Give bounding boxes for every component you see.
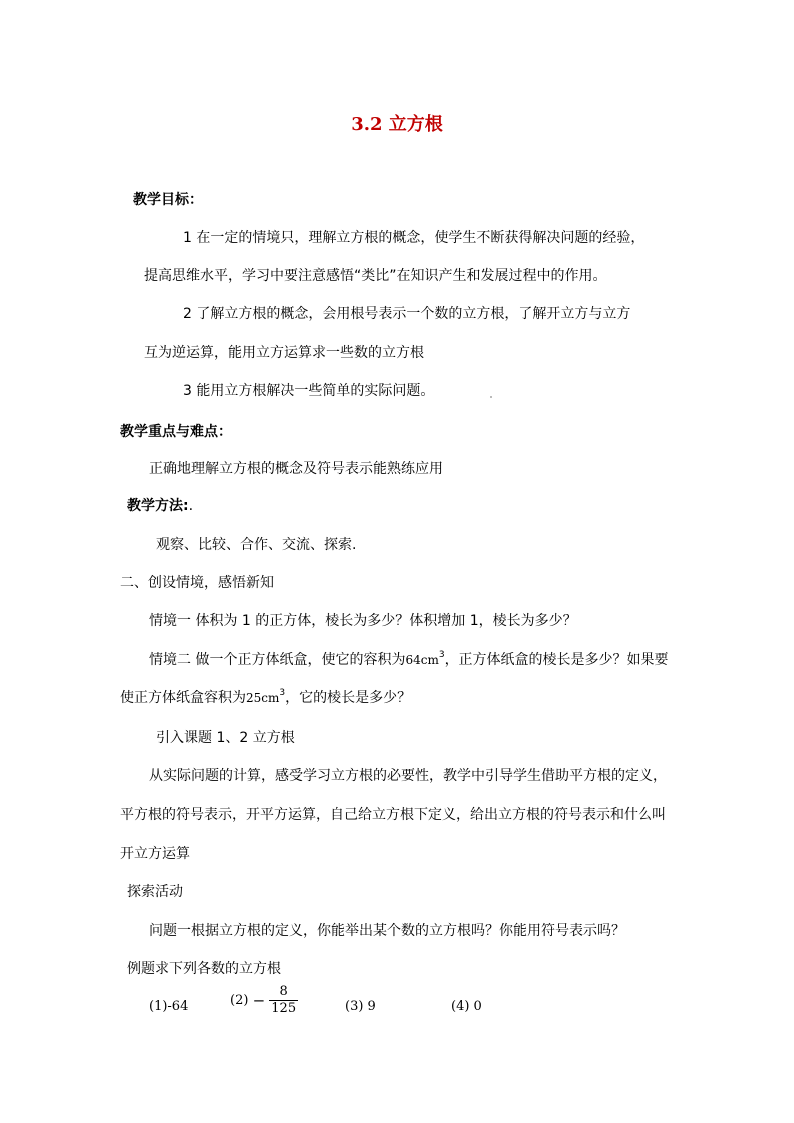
key-points-heading: 教学重点与难点：	[120, 424, 232, 440]
paragraph-1-line-2: 平方根的符号表示，开平方运算，自己给立方根下定义，给出立方根的符号表示和什么叫	[120, 807, 666, 823]
goal-3: 3 能用立方根解决一些简单的实际问题。	[183, 383, 435, 399]
goals-heading: 教学目标：	[133, 192, 203, 208]
scenario-2-line-1	[149, 651, 669, 669]
scenario-2-unit-64: 64cm	[405, 653, 439, 667]
intro-topic: 引入课题 1、2 立方根	[156, 730, 295, 746]
method-heading-line	[127, 497, 193, 515]
question-1: 问题一根据立方根的定义，你能举出某个数的立方根吗？你能用符号表示吗？	[149, 923, 625, 939]
method-heading: 教学方法:	[127, 498, 189, 514]
example-2-minus-sign: −	[252, 991, 266, 1010]
scenario-2-unit-25: 25cm	[246, 691, 280, 705]
paragraph-1-line-1: 从实际问题的计算，感受学习立方根的必要性，教学中引导学生借助平方根的定义，	[149, 768, 667, 784]
scan-speck	[490, 396, 492, 398]
scenario-2-text-a: 情境二 做一个正方体纸盒，使它的容积为	[149, 652, 406, 668]
scenario-2-text-b: ，正方体纸盒的棱长是多少？如果要	[444, 652, 669, 668]
goal-2-line-1: 2 了解立方根的概念，会用根号表示一个数的立方根，了解开立方与立方	[183, 306, 631, 322]
paragraph-1-line-3: 开立方运算	[120, 846, 190, 862]
scenario-2-exponent-1: 3	[438, 650, 445, 660]
key-points-text: 正确地理解立方根的概念及符号表示能熟练应用	[149, 461, 443, 477]
example-2	[230, 984, 298, 1017]
method-text: 观察、比较、合作、交流、探索.	[156, 537, 357, 553]
example-4: (4) 0	[451, 999, 482, 1014]
page-title: 3.2 立方根	[351, 114, 443, 135]
scenario-2-text-d: ，它的棱长是多少？	[285, 690, 412, 706]
goal-2-line-2: 互为逆运算，能用立方运算求一些数的立方根	[144, 345, 424, 361]
section-2-heading: 二、创设情境，感悟新知	[120, 575, 274, 591]
example-2-label: (2)	[230, 993, 249, 1008]
scenario-2-line-2	[120, 689, 411, 707]
example-3: (3) 9	[345, 999, 376, 1014]
scenario-1: 情境一 体积为 1 的正方体，棱长为多少？体积增加 1，棱长为多少？	[149, 613, 577, 629]
explore-heading: 探索活动	[127, 884, 183, 900]
method-heading-dot: .	[188, 498, 194, 514]
goal-1-line-1: 1 在一定的情境只，理解立方根的概念，使学生不断获得解决问题的经验，	[183, 230, 645, 246]
example-2-denominator: 125	[271, 1001, 297, 1016]
example-heading: 例题求下列各数的立方根	[127, 961, 281, 977]
goal-1-line-2: 提高思维水平，学习中要注意感悟“类比”在知识产生和发展过程中的作用。	[144, 268, 607, 284]
scenario-2-exponent-2: 3	[279, 688, 286, 698]
example-1: (1)-64	[149, 999, 189, 1014]
example-2-fraction	[269, 984, 298, 1017]
scenario-2-text-c: 使正方体纸盒容积为	[120, 690, 246, 706]
example-2-numerator: 8	[269, 984, 298, 1001]
